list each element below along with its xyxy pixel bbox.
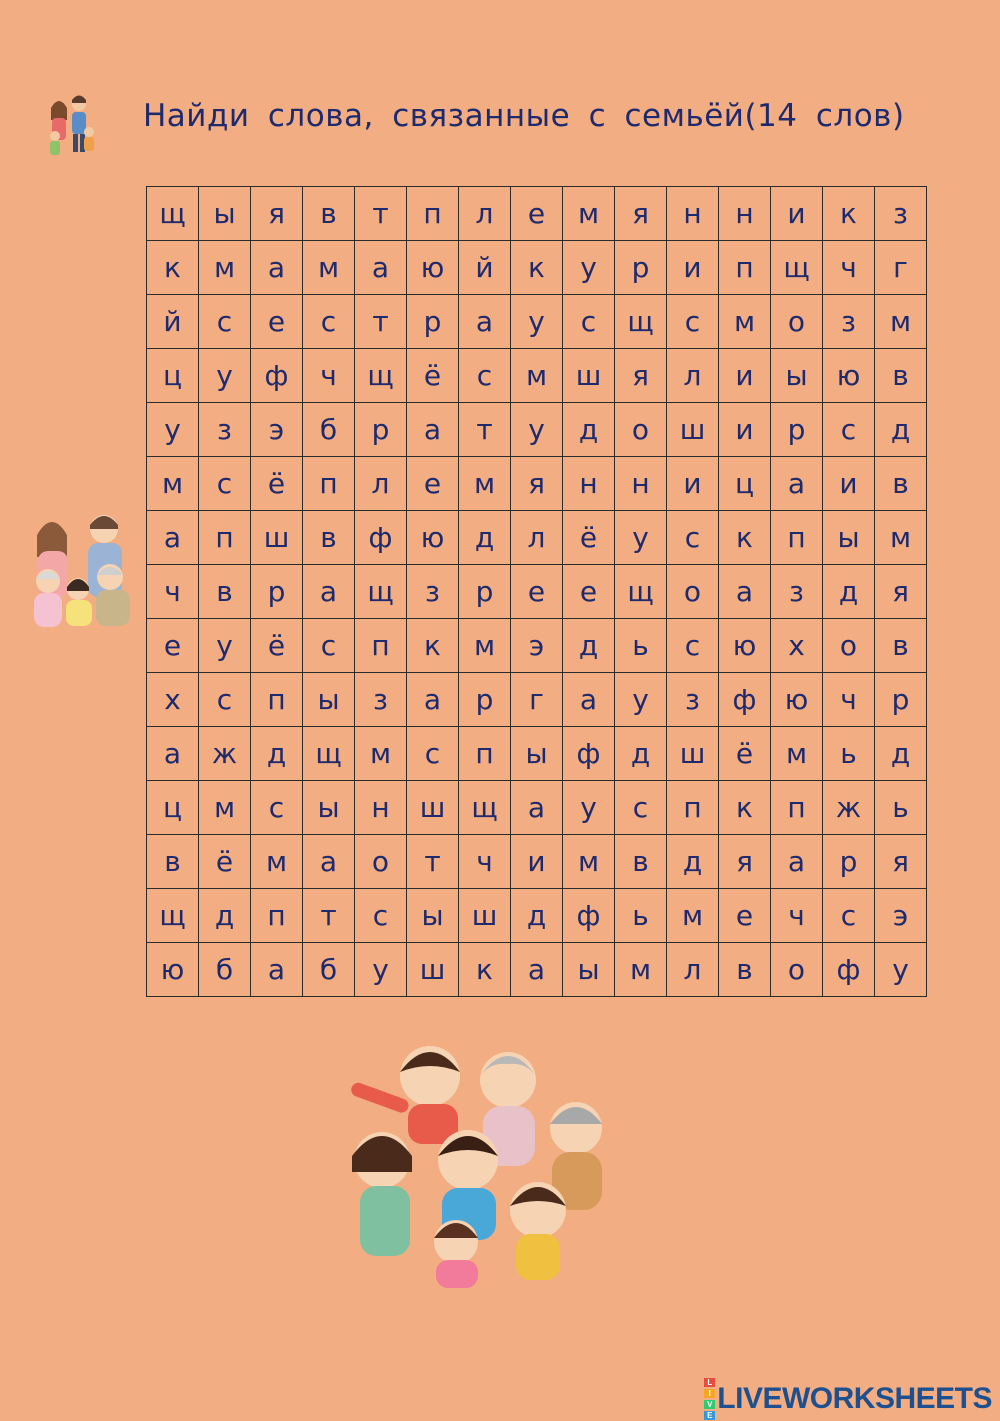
- grid-cell[interactable]: и: [667, 241, 719, 295]
- grid-cell[interactable]: и: [719, 403, 771, 457]
- grid-row: [147, 457, 927, 511]
- grid-cell[interactable]: а: [303, 565, 355, 619]
- grid-cell[interactable]: б: [303, 403, 355, 457]
- grid-cell[interactable]: й: [459, 241, 511, 295]
- grid-cell[interactable]: в: [875, 349, 927, 403]
- grid-cell[interactable]: ш: [667, 403, 719, 457]
- grid-cell[interactable]: о: [615, 403, 667, 457]
- grid-cell[interactable]: у: [615, 511, 667, 565]
- grid-cell[interactable]: ю: [407, 241, 459, 295]
- grid-cell[interactable]: а: [719, 565, 771, 619]
- grid-cell[interactable]: к: [147, 241, 199, 295]
- grid-cell[interactable]: е: [407, 457, 459, 511]
- grid-cell[interactable]: у: [511, 295, 563, 349]
- grid-cell[interactable]: ч: [823, 673, 875, 727]
- grid-cell[interactable]: а: [251, 241, 303, 295]
- grid-cell[interactable]: с: [303, 619, 355, 673]
- grid-cell[interactable]: ь: [823, 727, 875, 781]
- grid-cell[interactable]: к: [719, 781, 771, 835]
- grid-cell[interactable]: щ: [459, 781, 511, 835]
- grid-cell[interactable]: м: [303, 241, 355, 295]
- grid-cell[interactable]: д: [251, 727, 303, 781]
- grid-cell[interactable]: т: [355, 187, 407, 241]
- grid-cell[interactable]: щ: [615, 565, 667, 619]
- grid-cell[interactable]: х: [771, 619, 823, 673]
- grid-cell[interactable]: з: [407, 565, 459, 619]
- grid-cell[interactable]: е: [563, 565, 615, 619]
- grid-cell[interactable]: а: [251, 943, 303, 997]
- grid-cell[interactable]: л: [355, 457, 407, 511]
- grid-cell[interactable]: щ: [355, 565, 407, 619]
- grid-cell[interactable]: о: [771, 943, 823, 997]
- grid-cell[interactable]: м: [459, 619, 511, 673]
- grid-cell[interactable]: м: [355, 727, 407, 781]
- grid-row: [147, 619, 927, 673]
- grid-cell[interactable]: ю: [147, 943, 199, 997]
- grid-cell[interactable]: м: [563, 187, 615, 241]
- grid-cell[interactable]: м: [199, 241, 251, 295]
- grid-cell[interactable]: к: [823, 187, 875, 241]
- grid-cell[interactable]: с: [615, 781, 667, 835]
- grid-cell[interactable]: ш: [407, 781, 459, 835]
- grid-cell[interactable]: с: [563, 295, 615, 349]
- grid-cell[interactable]: д: [875, 403, 927, 457]
- grid-cell[interactable]: л: [667, 943, 719, 997]
- grid-cell[interactable]: э: [511, 619, 563, 673]
- liveworksheets-mark-icon: [704, 1377, 715, 1421]
- grid-cell[interactable]: к: [407, 619, 459, 673]
- grid-cell[interactable]: р: [875, 673, 927, 727]
- family-illustration: [24, 505, 146, 633]
- grid-cell[interactable]: ы: [511, 727, 563, 781]
- grid-cell[interactable]: е: [251, 295, 303, 349]
- grid-cell[interactable]: д: [563, 403, 615, 457]
- grid-cell[interactable]: е: [511, 187, 563, 241]
- grid-cell[interactable]: р: [459, 565, 511, 619]
- grid-cell[interactable]: и: [823, 457, 875, 511]
- grid-cell[interactable]: у: [615, 673, 667, 727]
- grid-row: [147, 727, 927, 781]
- grid-row: [147, 673, 927, 727]
- grid-cell[interactable]: м: [771, 727, 823, 781]
- grid-row: [147, 187, 927, 241]
- grid-cell[interactable]: а: [511, 943, 563, 997]
- grid-cell[interactable]: а: [511, 781, 563, 835]
- grid-cell[interactable]: у: [875, 943, 927, 997]
- grid-cell[interactable]: з: [771, 565, 823, 619]
- grid-cell[interactable]: ы: [303, 673, 355, 727]
- grid-cell[interactable]: ш: [459, 889, 511, 943]
- liveworksheets-logo: [704, 1377, 992, 1421]
- grid-cell[interactable]: ч: [771, 889, 823, 943]
- grid-cell[interactable]: д: [667, 835, 719, 889]
- grid-cell[interactable]: л: [459, 187, 511, 241]
- brand-mark-letter: V: [704, 1400, 715, 1409]
- grid-cell[interactable]: р: [407, 295, 459, 349]
- grid-cell[interactable]: п: [667, 781, 719, 835]
- grid-cell[interactable]: ц: [147, 349, 199, 403]
- grid-cell[interactable]: ф: [719, 673, 771, 727]
- grid-cell[interactable]: н: [667, 187, 719, 241]
- grid-cell[interactable]: в: [303, 187, 355, 241]
- grid-cell[interactable]: ё: [407, 349, 459, 403]
- grid-cell[interactable]: т: [407, 835, 459, 889]
- grid-cell[interactable]: с: [407, 727, 459, 781]
- grid-cell[interactable]: к: [459, 943, 511, 997]
- grid-cell[interactable]: з: [199, 403, 251, 457]
- grid-cell[interactable]: ш: [407, 943, 459, 997]
- grid-cell[interactable]: м: [563, 835, 615, 889]
- grid-cell[interactable]: т: [303, 889, 355, 943]
- grid-cell[interactable]: м: [511, 349, 563, 403]
- grid-cell[interactable]: ш: [563, 349, 615, 403]
- grid-cell[interactable]: с: [355, 889, 407, 943]
- grid-cell[interactable]: ё: [251, 619, 303, 673]
- grid-cell[interactable]: ф: [563, 727, 615, 781]
- grid-cell[interactable]: к: [511, 241, 563, 295]
- grid-cell[interactable]: щ: [355, 349, 407, 403]
- grid-cell[interactable]: а: [407, 673, 459, 727]
- grid-cell[interactable]: д: [459, 511, 511, 565]
- grid-cell[interactable]: ж: [823, 781, 875, 835]
- grid-cell[interactable]: д: [199, 889, 251, 943]
- grid-row: [147, 781, 927, 835]
- grid-cell[interactable]: ё: [563, 511, 615, 565]
- grid-cell[interactable]: ф: [823, 943, 875, 997]
- grid-cell[interactable]: е: [147, 619, 199, 673]
- grid-cell[interactable]: о: [823, 619, 875, 673]
- grid-cell[interactable]: м: [147, 457, 199, 511]
- grid-cell[interactable]: в: [615, 835, 667, 889]
- grid-cell[interactable]: д: [563, 619, 615, 673]
- grid-cell[interactable]: м: [719, 295, 771, 349]
- grid-cell[interactable]: ч: [147, 565, 199, 619]
- grid-cell[interactable]: й: [147, 295, 199, 349]
- grid-row: [147, 511, 927, 565]
- grid-cell[interactable]: у: [511, 403, 563, 457]
- grid-cell[interactable]: р: [251, 565, 303, 619]
- grid-cell[interactable]: ф: [563, 889, 615, 943]
- grid-cell[interactable]: щ: [147, 187, 199, 241]
- grid-cell[interactable]: д: [875, 727, 927, 781]
- grid-cell[interactable]: ч: [459, 835, 511, 889]
- grid-cell[interactable]: а: [147, 511, 199, 565]
- grid-cell[interactable]: ё: [251, 457, 303, 511]
- grid-cell[interactable]: с: [199, 295, 251, 349]
- grid-cell[interactable]: р: [355, 403, 407, 457]
- grid-cell[interactable]: м: [667, 889, 719, 943]
- grid-cell[interactable]: в: [719, 943, 771, 997]
- grid-cell[interactable]: ы: [771, 349, 823, 403]
- grid-cell[interactable]: з: [667, 673, 719, 727]
- grid-cell[interactable]: п: [771, 511, 823, 565]
- grid-cell[interactable]: ы: [407, 889, 459, 943]
- grid-cell[interactable]: о: [355, 835, 407, 889]
- grid-cell[interactable]: у: [563, 781, 615, 835]
- grid-cell[interactable]: а: [407, 403, 459, 457]
- kids-illustration: [338, 1040, 620, 1290]
- grid-cell[interactable]: у: [147, 403, 199, 457]
- grid-cell[interactable]: ы: [303, 781, 355, 835]
- grid-cell[interactable]: я: [615, 187, 667, 241]
- grid-row: [147, 565, 927, 619]
- title: Найди слова, связанные с семьёй(14 слов): [143, 98, 905, 134]
- grid-cell[interactable]: о: [667, 565, 719, 619]
- grid-cell[interactable]: р: [823, 835, 875, 889]
- grid-cell[interactable]: а: [147, 727, 199, 781]
- grid-cell[interactable]: а: [459, 295, 511, 349]
- word-search-grid: [146, 186, 927, 997]
- brand-mark-letter: L: [704, 1378, 715, 1387]
- grid-row: [147, 349, 927, 403]
- grid-cell[interactable]: н: [719, 187, 771, 241]
- grid-cell[interactable]: ё: [719, 727, 771, 781]
- grid-cell[interactable]: щ: [303, 727, 355, 781]
- grid-cell[interactable]: с: [199, 457, 251, 511]
- grid-cell[interactable]: ц: [147, 781, 199, 835]
- grid-cell[interactable]: ш: [251, 511, 303, 565]
- grid-cell[interactable]: з: [355, 673, 407, 727]
- grid-cell[interactable]: и: [667, 457, 719, 511]
- grid-cell[interactable]: п: [407, 187, 459, 241]
- grid-cell[interactable]: с: [459, 349, 511, 403]
- grid-cell[interactable]: щ: [147, 889, 199, 943]
- grid-cell[interactable]: э: [875, 889, 927, 943]
- grid-cell[interactable]: с: [199, 673, 251, 727]
- grid-cell[interactable]: а: [771, 835, 823, 889]
- brand-mark-letter: I: [704, 1389, 715, 1398]
- grid-cell[interactable]: п: [303, 457, 355, 511]
- grid-cell[interactable]: п: [771, 781, 823, 835]
- liveworksheets-wordmark: LIVEWORKSHEETS: [717, 1382, 992, 1415]
- grid-cell[interactable]: х: [147, 673, 199, 727]
- grid-cell[interactable]: у: [199, 349, 251, 403]
- grid-cell[interactable]: а: [355, 241, 407, 295]
- grid-cell[interactable]: о: [771, 295, 823, 349]
- grid-cell[interactable]: п: [199, 511, 251, 565]
- grid-cell[interactable]: л: [667, 349, 719, 403]
- grid-cell[interactable]: п: [251, 673, 303, 727]
- grid-cell[interactable]: в: [303, 511, 355, 565]
- grid-cell[interactable]: и: [719, 349, 771, 403]
- grid-cell[interactable]: а: [771, 457, 823, 511]
- grid-cell[interactable]: е: [719, 889, 771, 943]
- grid-cell[interactable]: т: [459, 403, 511, 457]
- brand-mark-letter: E: [704, 1411, 715, 1420]
- grid-row: [147, 943, 927, 997]
- grid-cell[interactable]: ф: [251, 349, 303, 403]
- grid-cell[interactable]: с: [303, 295, 355, 349]
- grid-cell[interactable]: а: [563, 673, 615, 727]
- grid-cell[interactable]: д: [511, 889, 563, 943]
- grid-cell[interactable]: з: [875, 187, 927, 241]
- grid-cell[interactable]: я: [251, 187, 303, 241]
- grid-cell[interactable]: у: [355, 943, 407, 997]
- grid-cell[interactable]: ж: [199, 727, 251, 781]
- grid-cell[interactable]: г: [875, 241, 927, 295]
- grid-cell[interactable]: с: [251, 781, 303, 835]
- grid-cell[interactable]: ш: [667, 727, 719, 781]
- grid-cell[interactable]: в: [199, 565, 251, 619]
- grid-cell[interactable]: у: [563, 241, 615, 295]
- grid-row: [147, 889, 927, 943]
- grid-cell[interactable]: а: [303, 835, 355, 889]
- grid-cell[interactable]: ю: [719, 619, 771, 673]
- grid-cell[interactable]: м: [875, 295, 927, 349]
- grid-cell[interactable]: р: [771, 403, 823, 457]
- grid-cell[interactable]: ц: [719, 457, 771, 511]
- grid-cell[interactable]: с: [667, 619, 719, 673]
- grid-row: [147, 295, 927, 349]
- grid-cell[interactable]: я: [719, 835, 771, 889]
- grid-cell[interactable]: п: [719, 241, 771, 295]
- grid-cell[interactable]: я: [875, 565, 927, 619]
- grid-cell[interactable]: б: [199, 943, 251, 997]
- grid-row: [147, 241, 927, 295]
- grid-cell[interactable]: з: [823, 295, 875, 349]
- grid-cell[interactable]: м: [199, 781, 251, 835]
- grid-cell[interactable]: ь: [875, 781, 927, 835]
- grid-cell[interactable]: б: [303, 943, 355, 997]
- grid-cell[interactable]: я: [511, 457, 563, 511]
- grid-cell[interactable]: н: [615, 457, 667, 511]
- grid-cell[interactable]: ю: [407, 511, 459, 565]
- grid-cell[interactable]: я: [615, 349, 667, 403]
- grid-row: [147, 835, 927, 889]
- grid-cell[interactable]: я: [875, 835, 927, 889]
- grid-cell[interactable]: м: [251, 835, 303, 889]
- grid-cell[interactable]: с: [823, 889, 875, 943]
- grid-cell[interactable]: п: [251, 889, 303, 943]
- grid-cell[interactable]: м: [615, 943, 667, 997]
- grid-cell[interactable]: ч: [303, 349, 355, 403]
- grid-cell[interactable]: ф: [355, 511, 407, 565]
- grid-cell[interactable]: р: [459, 673, 511, 727]
- grid-cell[interactable]: ы: [823, 511, 875, 565]
- grid-cell[interactable]: р: [615, 241, 667, 295]
- grid-cell[interactable]: ы: [563, 943, 615, 997]
- grid-cell[interactable]: к: [719, 511, 771, 565]
- grid-cell[interactable]: и: [511, 835, 563, 889]
- grid-cell[interactable]: л: [511, 511, 563, 565]
- grid-cell[interactable]: ь: [615, 889, 667, 943]
- grid-cell[interactable]: т: [355, 295, 407, 349]
- grid-cell[interactable]: ы: [199, 187, 251, 241]
- grid-cell[interactable]: щ: [771, 241, 823, 295]
- grid-cell[interactable]: в: [147, 835, 199, 889]
- family-icon: [42, 92, 102, 164]
- grid-cell[interactable]: ь: [615, 619, 667, 673]
- grid-cell[interactable]: п: [459, 727, 511, 781]
- grid-cell[interactable]: в: [875, 619, 927, 673]
- grid-cell[interactable]: у: [199, 619, 251, 673]
- grid-cell[interactable]: с: [823, 403, 875, 457]
- grid-cell[interactable]: ю: [771, 673, 823, 727]
- grid-cell[interactable]: м: [459, 457, 511, 511]
- grid-cell[interactable]: г: [511, 673, 563, 727]
- grid-cell[interactable]: ё: [199, 835, 251, 889]
- grid-cell[interactable]: с: [667, 511, 719, 565]
- grid-cell[interactable]: е: [511, 565, 563, 619]
- grid-cell[interactable]: в: [875, 457, 927, 511]
- grid-cell[interactable]: с: [667, 295, 719, 349]
- grid-cell[interactable]: д: [823, 565, 875, 619]
- grid-row: [147, 403, 927, 457]
- grid-cell[interactable]: н: [355, 781, 407, 835]
- grid-cell[interactable]: н: [563, 457, 615, 511]
- grid-cell[interactable]: ч: [823, 241, 875, 295]
- grid-cell[interactable]: щ: [615, 295, 667, 349]
- grid-cell[interactable]: ю: [823, 349, 875, 403]
- grid-cell[interactable]: м: [875, 511, 927, 565]
- grid-cell[interactable]: э: [251, 403, 303, 457]
- grid-cell[interactable]: д: [615, 727, 667, 781]
- grid-cell[interactable]: и: [771, 187, 823, 241]
- grid-cell[interactable]: п: [355, 619, 407, 673]
